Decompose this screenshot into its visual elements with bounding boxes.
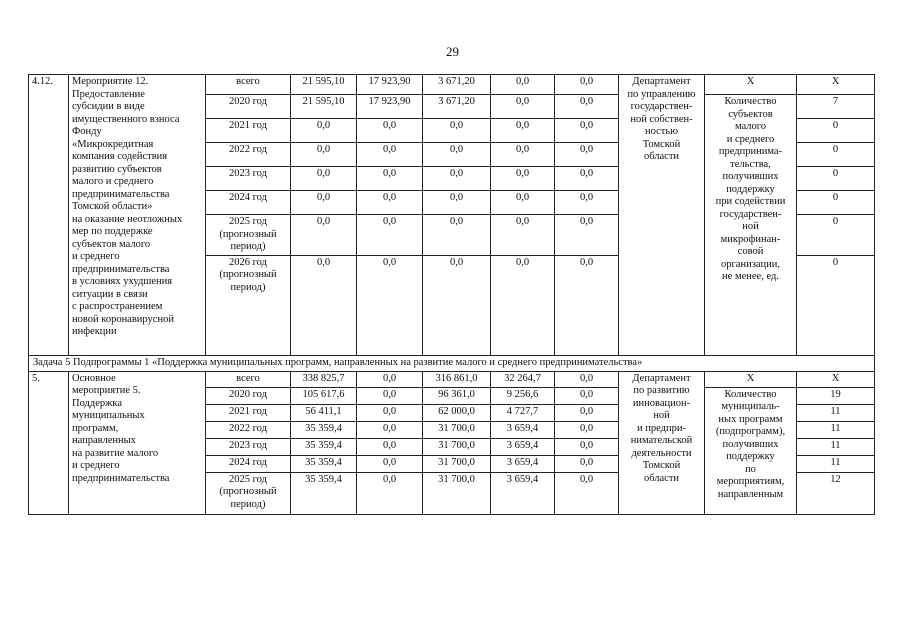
period-cell: 2023 год [206,438,291,455]
period-cell: всего [206,371,291,387]
funding-cell: 0,0 [491,119,555,143]
target-value-cell: 11 [797,421,875,438]
period-cell: 2022 год [206,143,291,167]
item-number: 4.12. [29,75,69,356]
funding-cell: 3 671,20 [423,95,491,119]
executor-cell: Департамент по управлению государствен- ной собствен- ностью Томской области [619,75,705,356]
funding-cell: 0,0 [357,119,423,143]
target-x-cell: Х [797,75,875,95]
item-name: Мероприятие 12. Предоставление субсидии в виде имущественного взноса Фонду «Микрокредитная компания содействия развитию субъектов малого и среднего предпринимательства Томской области» на оказание неотложных мер по поддержке субъектов малого и среднего предпринимательства в условиях ухудшения ситуации в связи с распространением новой коронавирусной инфекции [69,75,206,356]
funding-cell: 31 700,0 [423,472,491,514]
funding-cell: 0,0 [357,215,423,256]
funding-cell: 0,0 [423,119,491,143]
funding-cell: 0,0 [423,143,491,167]
funding-cell: 0,0 [357,438,423,455]
target-value-cell: 7 [797,95,875,119]
table-body [29,75,875,515]
total-cell: 0,0 [291,143,357,167]
funding-cell: 0,0 [555,191,619,215]
funding-cell: 0,0 [491,255,555,355]
total-cell: 338 825,7 [291,371,357,387]
funding-cell: 0,0 [555,255,619,355]
funding-cell: 0,0 [491,95,555,119]
executor-cell: Департамент по развитию инновацион- ной и предпри- нимательской деятельности Томской области [619,371,705,514]
funding-cell: 0,0 [357,255,423,355]
period-cell: 2024 год [206,455,291,472]
funding-cell: 0,0 [555,387,619,404]
total-cell: 35 359,4 [291,421,357,438]
total-cell: 105 617,6 [291,387,357,404]
period-cell: 2020 год [206,387,291,404]
funding-cell: 0,0 [491,191,555,215]
total-cell: 21 595,10 [291,75,357,95]
funding-cell: 0,0 [423,215,491,256]
funding-cell: 0,0 [491,75,555,95]
funding-cell: 0,0 [357,167,423,191]
period-cell: 2025 год (прогнозный период) [206,215,291,256]
total-cell: 35 359,4 [291,472,357,514]
funding-cell: 0,0 [357,421,423,438]
indicator-x-cell: Х [705,371,797,387]
funding-cell: 17 923,90 [357,95,423,119]
funding-cell: 0,0 [491,215,555,256]
item-number: 5. [29,371,69,514]
target-value-cell: 0 [797,143,875,167]
period-cell: 2021 год [206,119,291,143]
target-value-cell: 0 [797,255,875,355]
table-row [29,75,875,95]
period-cell: 2024 год [206,191,291,215]
total-cell: 0,0 [291,167,357,191]
funding-cell: 62 000,0 [423,404,491,421]
funding-cell: 0,0 [555,167,619,191]
funding-cell: 0,0 [491,167,555,191]
funding-cell: 0,0 [555,455,619,472]
funding-cell: 0,0 [555,75,619,95]
funding-cell: 0,0 [555,371,619,387]
funding-cell: 31 700,0 [423,421,491,438]
period-cell: 2026 год (прогнозный период) [206,255,291,355]
funding-cell: 0,0 [555,95,619,119]
funding-cell: 0,0 [555,119,619,143]
period-cell: 2020 год [206,95,291,119]
funding-cell: 0,0 [423,191,491,215]
total-cell: 0,0 [291,191,357,215]
funding-cell: 0,0 [357,387,423,404]
funding-cell: 0,0 [357,472,423,514]
indicator-cell: Количество муниципаль- ных программ (подпрограмм), получивших поддержку по мероприятиям, направленным [705,387,797,514]
funding-cell: 0,0 [555,421,619,438]
total-cell: 56 411,1 [291,404,357,421]
period-cell: 2022 год [206,421,291,438]
total-cell: 35 359,4 [291,438,357,455]
target-value-cell: 19 [797,387,875,404]
funding-cell: 3 659,4 [491,421,555,438]
funding-cell: 0,0 [555,404,619,421]
period-cell: 2021 год [206,404,291,421]
funding-cell: 0,0 [357,143,423,167]
task-row [29,355,875,371]
funding-cell: 0,0 [555,438,619,455]
total-cell: 0,0 [291,215,357,256]
funding-cell: 0,0 [491,143,555,167]
target-value-cell: 0 [797,167,875,191]
funding-cell: 0,0 [423,167,491,191]
funding-cell: 3 659,4 [491,472,555,514]
funding-cell: 0,0 [555,215,619,256]
period-cell: 2023 год [206,167,291,191]
funding-cell: 0,0 [357,455,423,472]
funding-cell: 4 727,7 [491,404,555,421]
total-cell: 21 595,10 [291,95,357,119]
total-cell: 35 359,4 [291,455,357,472]
task-title: Задача 5 Подпрограммы 1 «Поддержка муниципальных программ, направленных на развитие малого и среднего предпринимательства» [29,355,875,371]
period-cell: 2025 год (прогнозный период) [206,472,291,514]
funding-cell: 0,0 [423,255,491,355]
funding-cell: 0,0 [555,472,619,514]
funding-cell: 31 700,0 [423,438,491,455]
funding-cell: 0,0 [357,191,423,215]
funding-cell: 3 671,20 [423,75,491,95]
funding-cell: 0,0 [555,143,619,167]
target-x-cell: Х [797,371,875,387]
target-value-cell: 0 [797,215,875,256]
funding-cell: 3 659,4 [491,438,555,455]
funding-cell: 3 659,4 [491,455,555,472]
funding-cell: 0,0 [357,371,423,387]
page-number: 29 [446,44,459,59]
target-value-cell: 11 [797,404,875,421]
funding-cell: 17 923,90 [357,75,423,95]
funding-cell: 9 256,6 [491,387,555,404]
funding-cell: 32 264,7 [491,371,555,387]
funding-cell: 31 700,0 [423,455,491,472]
funding-cell: 316 861,0 [423,371,491,387]
total-cell: 0,0 [291,255,357,355]
target-value-cell: 11 [797,455,875,472]
indicator-x-cell: Х [705,75,797,95]
table-row [29,371,875,387]
indicator-cell: Количество субъектов малого и среднего предпринима- тельства, получивших поддержку при содействии государствен- ной микрофинан- совой организации, не менее, ед. [705,95,797,356]
total-cell: 0,0 [291,119,357,143]
target-value-cell: 0 [797,191,875,215]
funding-cell: 0,0 [357,404,423,421]
target-value-cell: 11 [797,438,875,455]
funding-cell: 96 361,0 [423,387,491,404]
target-value-cell: 12 [797,472,875,514]
program-table [28,74,875,515]
item-name: Основное мероприятие 5. Поддержка муниципальных программ, направленных на развитие малого и среднего предпринимательства [69,371,206,514]
period-cell: всего [206,75,291,95]
target-value-cell: 0 [797,119,875,143]
